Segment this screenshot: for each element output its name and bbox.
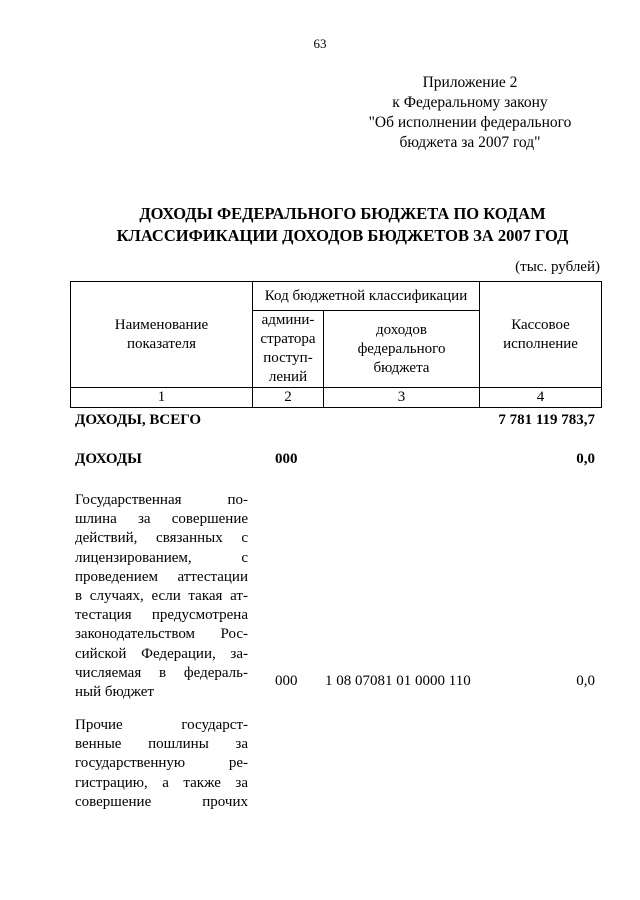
text-line: венные пошлины за bbox=[75, 736, 248, 753]
row-value: 7 781 119 783,7 bbox=[498, 412, 595, 428]
row-name: ДОХОДЫ bbox=[75, 451, 142, 467]
text-line: гистрацию, а также за bbox=[75, 774, 248, 791]
column-header-admin: админи- стратора поступ- лений bbox=[253, 311, 324, 388]
table-header bbox=[70, 281, 602, 408]
column-header-name: Наименование показателя bbox=[71, 282, 253, 388]
row-value: 0,0 bbox=[576, 673, 595, 689]
text-line: Государственная по- bbox=[75, 492, 248, 508]
column-number: 1 bbox=[71, 388, 253, 408]
text-line: ный бюджет bbox=[75, 683, 154, 700]
row-value: 0,0 bbox=[576, 451, 595, 467]
text-line: действий, связанных с bbox=[75, 530, 248, 547]
text-line: в случаях, если такая ат- bbox=[75, 587, 248, 604]
text-line: сийской Федерации, за- bbox=[75, 645, 248, 662]
column-group-header: Код бюджетной классификации bbox=[253, 282, 480, 311]
appendix-line: к Федеральному закону bbox=[392, 94, 548, 111]
text-line: тестация предусмотрена bbox=[75, 607, 248, 624]
column-header-budget: доходов федерального бюджета bbox=[324, 311, 480, 388]
column-number: 4 bbox=[480, 388, 602, 408]
text-line: государственную ре- bbox=[75, 755, 248, 772]
title-line: ДОХОДЫ ФЕДЕРАЛЬНОГО БЮДЖЕТА ПО КОДАМ bbox=[139, 204, 546, 223]
appendix-heading bbox=[340, 73, 600, 153]
page-number: 63 bbox=[313, 36, 327, 51]
budget-code: 1 08 07081 01 0000 110 bbox=[325, 673, 471, 689]
document-title bbox=[60, 203, 625, 247]
row-name-other-duties bbox=[75, 716, 248, 812]
units-label: (тыс. рублей) bbox=[515, 259, 600, 275]
text-line: Прочие государст- bbox=[75, 717, 248, 733]
text-line: проведением аттестации bbox=[75, 568, 248, 585]
admin-code: 000 bbox=[275, 673, 298, 689]
row-name-duty-license bbox=[75, 491, 248, 702]
column-number: 3 bbox=[324, 388, 480, 408]
appendix-line: "Об исполнении федерального bbox=[368, 114, 572, 131]
text-line: лицензированием, с bbox=[75, 549, 248, 566]
appendix-line: Приложение 2 bbox=[422, 74, 518, 91]
column-header-execution: Кассовое исполнение bbox=[480, 282, 602, 388]
row-name: ДОХОДЫ, ВСЕГО bbox=[75, 412, 202, 428]
text-line: совершение прочих bbox=[75, 793, 248, 810]
text-line: числяемая в федераль- bbox=[75, 664, 248, 681]
text-line: шлина за совершение bbox=[75, 511, 248, 528]
text-line: законодательством Рос- bbox=[75, 626, 248, 643]
title-line: КЛАССИФИКАЦИИ ДОХОДОВ БЮДЖЕТОВ ЗА 2007 ГОД bbox=[116, 226, 569, 245]
appendix-line: бюджета за 2007 год" bbox=[399, 134, 541, 151]
column-number: 2 bbox=[253, 388, 324, 408]
admin-code: 000 bbox=[275, 451, 298, 467]
